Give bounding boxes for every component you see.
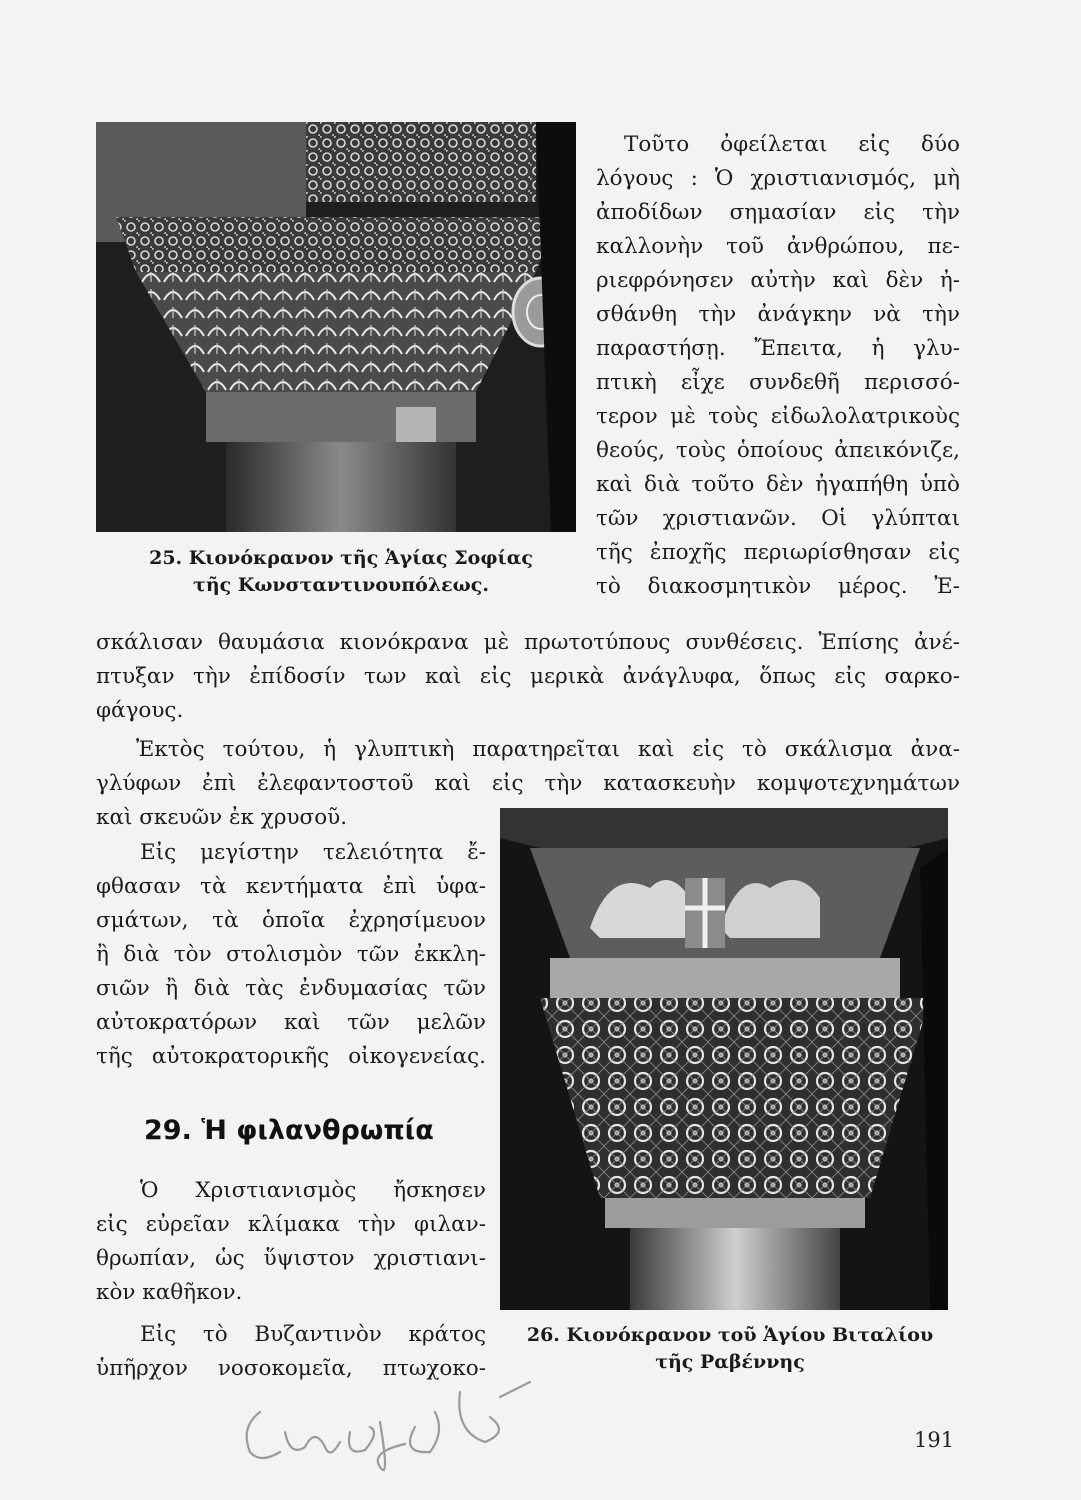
text-line: ὑπῆρχον νοσοκομεῖα, πτωχοκο-: [96, 1356, 486, 1381]
text-line: Ὁ Χριστιανισμὸς ἤσκησεν: [140, 1178, 486, 1203]
text-line: Εἰς τὸ Βυζαντινὸν κράτος: [140, 1322, 486, 1347]
text-line: θρωπίαν, ὡς ὕψιστον χριστιανι-: [96, 1246, 486, 1271]
text-line: σιῶν ἢ διὰ τὰς ἐνδυμασίας τῶν: [96, 976, 486, 1001]
text-line: τὸ διακοσμητικὸν μέρος. Ἐ-: [596, 574, 960, 599]
text-line: τῶν χριστιανῶν. Οἱ γλύπται: [596, 506, 960, 531]
page-number: 191: [914, 1428, 955, 1452]
text-line: καλλονὴν τοῦ ἀνθρώπου, πε-: [596, 234, 960, 259]
text-line: ριεφρόνησεν αὐτὴν καὶ δὲν ἠ-: [596, 268, 960, 293]
capital-hagia-sophia-image: [96, 122, 576, 532]
paragraph-1-continuation: [96, 626, 960, 728]
text-line: τῆς αὐτοκρατορικῆς οἰκογενείας.: [96, 1044, 486, 1069]
text-line: τῆς ἐποχῆς περιωρίσθησαν εἰς: [596, 540, 960, 565]
text-line: κὸν καθῆκον.: [96, 1280, 243, 1305]
text-line: παραστήσῃ. Ἔπειτα, ἡ γλυ-: [596, 336, 960, 361]
text-line: γλύφων ἐπὶ ἐλεφαντοστοῦ καὶ εἰς τὴν κατασκευὴν κομψοτεχνημάτων: [96, 771, 960, 796]
text-line: σμάτων, τὰ ὁποῖα ἐχρησίμευον: [96, 908, 486, 933]
text-line: ἢ διὰ τὸν στολισμὸν τῶν ἐκκλη-: [96, 942, 486, 967]
figure-26-caption: [500, 1322, 960, 1376]
figure-25-caption: [96, 545, 586, 599]
text-line: φθασαν τὰ κεντήματα ἐπὶ ὑφα-: [96, 874, 486, 899]
figure-26-photo: [500, 808, 948, 1310]
text-line: σθάνθη τὴν ἀνάγκην νὰ τὴν: [596, 302, 960, 327]
handwritten-signature: [230, 1372, 560, 1472]
text-line: εἰς εὐρεῖαν κλίμακα τὴν φιλαν-: [96, 1212, 486, 1237]
text-line: τερον μὲ τοὺς εἰδωλολατρικοὺς: [596, 404, 960, 429]
paragraph-4: [96, 1174, 486, 1310]
text-line: θεούς, τοὺς ὁποίους ἀπεικόνιζε,: [596, 438, 960, 463]
text-line: Τοῦτο ὀφείλεται εἰς δύο: [624, 132, 960, 157]
figure-26-caption-line2: τῆς Ραβέννης: [655, 1351, 805, 1373]
text-line: πτυξαν τὴν ἐπίδοσίν των καὶ εἰς μερικὰ ἀνάγλυφα, ὅπως εἰς σαρκο-: [96, 664, 960, 689]
text-line: σκάλισαν θαυμάσια κιονόκρανα μὲ πρωτοτύπους συνθέσεις. Ἐπίσης ἀνέ-: [96, 630, 960, 655]
text-line: καὶ διὰ τοῦτο δὲν ἠγαπήθη ὑπὸ: [596, 472, 960, 497]
text-line: αὐτοκρατόρων καὶ τῶν μελῶν: [96, 1010, 486, 1035]
capital-san-vitale-image: [500, 808, 948, 1310]
paragraph-3: [96, 836, 486, 1074]
figure-25-caption-line1: 25. Κιονόκρανον τῆς Ἁγίας Σοφίας: [149, 547, 533, 569]
text-line: ἀποδίδων σημασίαν εἰς τὴν: [596, 200, 960, 225]
section-heading: 29. Ἡ φιλανθρωπία: [144, 1115, 434, 1146]
text-line: καὶ σκευῶν ἐκ χρυσοῦ.: [96, 805, 348, 830]
text-line: φάγους.: [96, 698, 184, 723]
text-line: Εἰς μεγίστην τελειότητα ἔ-: [140, 840, 486, 865]
figure-26-caption-line1: 26. Κιονόκρανον τοῦ Ἁγίου Βιταλίου: [526, 1324, 934, 1346]
paragraph-1: [596, 128, 960, 604]
paragraph-1-column: [596, 128, 960, 604]
figure-25-caption-line2: τῆς Κωνσταντινουπόλεως.: [193, 574, 489, 596]
figure-25-photo: [96, 122, 576, 532]
text-line: Ἐκτὸς τούτου, ἡ γλυπτικὴ παρατηρεῖται καὶ εἰς τὸ σκάλισμα ἀνα-: [136, 737, 960, 762]
text-line: πτικὴ εἶχε συνδεθῆ περισσό-: [596, 370, 960, 395]
text-line: λόγους : Ὁ χριστιανισμός, μὴ: [596, 166, 960, 191]
